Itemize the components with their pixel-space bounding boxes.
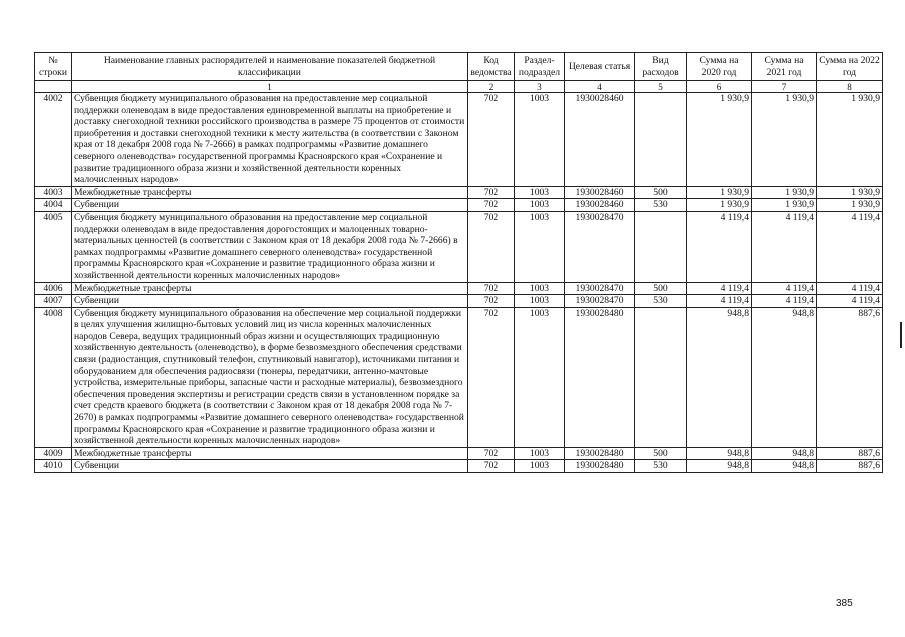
cell-s2020: 1 930,9	[687, 93, 752, 187]
cell-article: 1930028480	[565, 447, 635, 460]
cell-article: 1930028460	[565, 186, 635, 199]
cell-s2020: 4 119,4	[687, 282, 752, 295]
column-header-s2022: Сумма на 2022 год	[817, 53, 883, 81]
cell-s2022: 887,6	[817, 447, 883, 460]
cell-code: 702	[468, 186, 515, 199]
table-row	[35, 460, 883, 473]
cell-no: 4008	[35, 307, 72, 447]
column-number-section: 3	[515, 81, 565, 93]
cell-s2021: 4 119,4	[752, 211, 817, 282]
budget-page	[34, 52, 882, 473]
cell-s2022: 1 930,9	[817, 186, 883, 199]
cell-s2020: 1 930,9	[687, 199, 752, 212]
cell-s2020: 4 119,4	[687, 295, 752, 308]
cell-s2021: 948,8	[752, 447, 817, 460]
column-number-article: 4	[565, 81, 635, 93]
cell-s2021: 948,8	[752, 307, 817, 447]
table-row	[35, 186, 883, 199]
cell-section: 1003	[515, 307, 565, 447]
cell-code: 702	[468, 460, 515, 473]
cell-section: 1003	[515, 460, 565, 473]
cell-code: 702	[468, 199, 515, 212]
cell-article: 1930028480	[565, 307, 635, 447]
cell-kind: 530	[635, 460, 687, 473]
cell-article: 1930028460	[565, 93, 635, 187]
cell-name: Межбюджетные трансферты	[72, 186, 468, 199]
column-header-name: Наименование главных распорядителей и наименование показателей бюджетной классификации	[72, 53, 468, 81]
column-header-article: Целевая статья	[565, 53, 635, 81]
cell-section: 1003	[515, 186, 565, 199]
cell-kind	[635, 93, 687, 187]
cell-no: 4002	[35, 93, 72, 187]
cell-s2020: 4 119,4	[687, 211, 752, 282]
cell-s2022: 1 930,9	[817, 199, 883, 212]
column-header-s2021: Сумма на 2021 год	[752, 53, 817, 81]
column-header-kind: Вид расходов	[635, 53, 687, 81]
cell-name: Субвенция бюджету муниципального образования на предоставление мер социальной поддержки оленеводам в виде предоставления единовременной выплаты на приобретение и доставку снегоходной техники российского производства в размере 75 процентов от стоимости приобретения и доставки снегоходной техники к месту жительства (в соответствии с Законом края от 18 декабря 2008 года № 7-2666) в рамках подпрограммы «Развитие домашнего северного оленеводства» государственной программы Красноярского края «Сохранение и развитие традиционного образа жизни и хозяйственной деятельности коренных малочисленных народов»	[72, 93, 468, 187]
cell-no: 4010	[35, 460, 72, 473]
cell-s2021: 4 119,4	[752, 282, 817, 295]
cell-s2020: 948,8	[687, 447, 752, 460]
cell-s2022: 1 930,9	[817, 93, 883, 187]
cell-code: 702	[468, 93, 515, 187]
table-row	[35, 307, 883, 447]
cell-kind	[635, 307, 687, 447]
table-row	[35, 211, 883, 282]
cell-no: 4006	[35, 282, 72, 295]
column-header-s2020: Сумма на 2020 год	[687, 53, 752, 81]
column-number-row	[35, 81, 883, 93]
cell-code: 702	[468, 295, 515, 308]
cell-name: Межбюджетные трансферты	[72, 447, 468, 460]
cell-name: Субвенции	[72, 199, 468, 212]
cell-s2020: 948,8	[687, 307, 752, 447]
margin-mark	[900, 322, 902, 348]
cell-no: 4009	[35, 447, 72, 460]
column-header-section: Раздел-подраздел	[515, 53, 565, 81]
table-row	[35, 93, 883, 187]
table-row	[35, 199, 883, 212]
cell-section: 1003	[515, 211, 565, 282]
cell-kind	[635, 211, 687, 282]
cell-no: 4005	[35, 211, 72, 282]
cell-section: 1003	[515, 93, 565, 187]
cell-s2021: 4 119,4	[752, 295, 817, 308]
cell-name: Межбюджетные трансферты	[72, 282, 468, 295]
cell-kind: 500	[635, 447, 687, 460]
cell-s2021: 1 930,9	[752, 93, 817, 187]
cell-article: 1930028470	[565, 295, 635, 308]
cell-s2021: 1 930,9	[752, 199, 817, 212]
cell-code: 702	[468, 211, 515, 282]
cell-kind: 500	[635, 186, 687, 199]
cell-code: 702	[468, 447, 515, 460]
budget-table	[34, 52, 883, 473]
cell-s2020: 948,8	[687, 460, 752, 473]
cell-name: Субвенция бюджету муниципального образования на предоставление мер социальной поддержки оленеводам в виде предоставления дорогостоящих и малоценных товарно-материальных ценностей (в соответствии с Законом края от 18 декабря 2008 года № 7-2666) в рамках подпрограммы «Развитие домашнего северного оленеводства» государственной программы Красноярского края «Сохранение и развитие традиционного образа жизни и хозяйственной деятельности коренных малочисленных народов»	[72, 211, 468, 282]
column-number-s2022: 8	[817, 81, 883, 93]
column-number-no	[35, 81, 72, 93]
cell-section: 1003	[515, 447, 565, 460]
cell-no: 4004	[35, 199, 72, 212]
cell-s2022: 887,6	[817, 460, 883, 473]
cell-name: Субвенции	[72, 460, 468, 473]
cell-s2022: 4 119,4	[817, 295, 883, 308]
cell-section: 1003	[515, 199, 565, 212]
cell-section: 1003	[515, 282, 565, 295]
cell-s2022: 4 119,4	[817, 211, 883, 282]
cell-kind: 530	[635, 295, 687, 308]
column-number-s2020: 6	[687, 81, 752, 93]
table-header-row	[35, 53, 883, 81]
column-number-name: 1	[72, 81, 468, 93]
cell-no: 4007	[35, 295, 72, 308]
cell-article: 1930028460	[565, 199, 635, 212]
cell-s2021: 1 930,9	[752, 186, 817, 199]
cell-s2022: 887,6	[817, 307, 883, 447]
column-header-no: № строки	[35, 53, 72, 81]
cell-article: 1930028470	[565, 211, 635, 282]
table-row	[35, 447, 883, 460]
table-row	[35, 282, 883, 295]
table-body	[35, 93, 883, 473]
cell-name: Субвенции	[72, 295, 468, 308]
cell-code: 702	[468, 282, 515, 295]
column-number-s2021: 7	[752, 81, 817, 93]
column-number-kind: 5	[635, 81, 687, 93]
cell-kind: 530	[635, 199, 687, 212]
column-header-code: Код ведомства	[468, 53, 515, 81]
cell-no: 4003	[35, 186, 72, 199]
column-number-code: 2	[468, 81, 515, 93]
cell-section: 1003	[515, 295, 565, 308]
page-number: 385	[836, 598, 853, 609]
cell-article: 1930028470	[565, 282, 635, 295]
cell-article: 1930028480	[565, 460, 635, 473]
cell-name: Субвенция бюджету муниципального образования на обеспечение мер социальной поддержки в целях улучшения жилищно-бытовых условий лиц из числа коренных малочисленных народов Севера, ведущих традиционный образ жизни и осуществляющих традиционную хозяйственную деятельность (оленеводство), в форме безвозмездного обеспечения средствами связи (радиостанция, спутниковый телефон, спутниковый навигатор), источниками питания и оборудованием для обеспечения радиосвязи (тюнеры, передатчики, антенно-мачтовые устройства, измерительные приборы, запасные части и расходные материалы), безвозмездного обеспечения проведения экспертизы и регистрации средств связи в установленном порядке за счет средств краевого бюджета (в соответствии с Законом края от 18 декабря 2008 года № 7-2670) в рамках подпрограммы «Развитие домашнего северного оленеводства» государственной программы Красноярского края «Сохранение и развитие традиционного образа жизни и хозяйственной деятельности коренных малочисленных народов»	[72, 307, 468, 447]
cell-s2020: 1 930,9	[687, 186, 752, 199]
cell-s2021: 948,8	[752, 460, 817, 473]
cell-code: 702	[468, 307, 515, 447]
table-row	[35, 295, 883, 308]
cell-kind: 500	[635, 282, 687, 295]
cell-s2022: 4 119,4	[817, 282, 883, 295]
